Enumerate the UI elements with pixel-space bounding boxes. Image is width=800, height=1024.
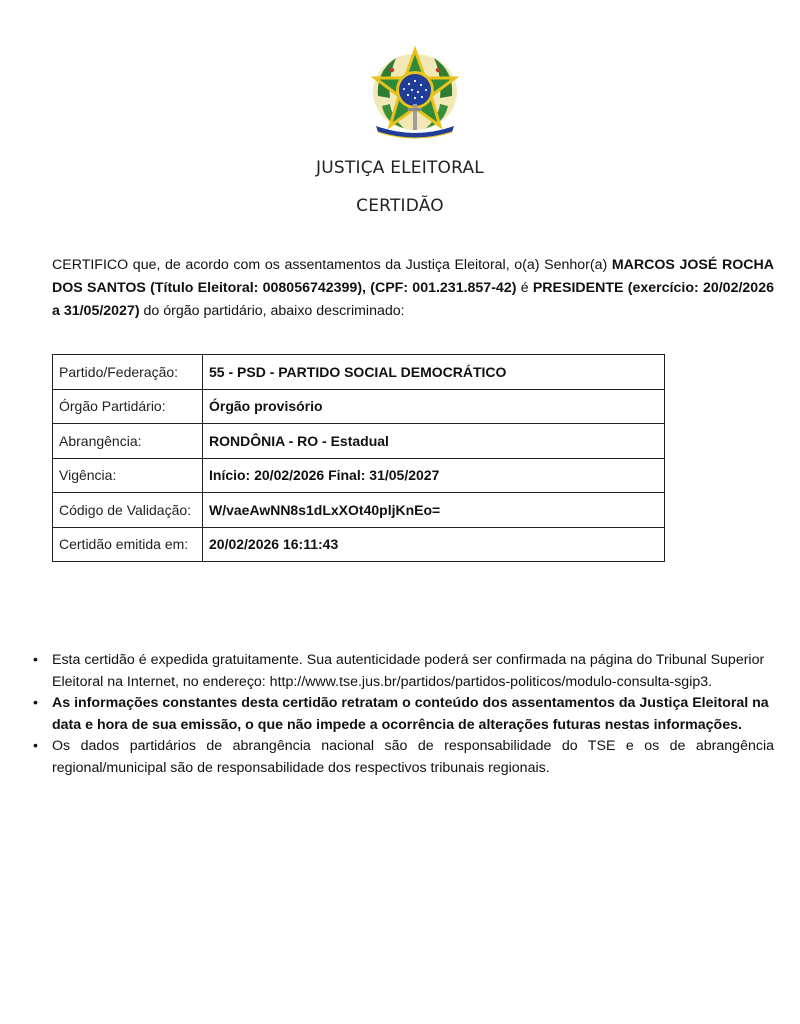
organ-value: Órgão provisório (203, 389, 665, 424)
note-item (30, 736, 774, 779)
bullet-icon: • (33, 695, 38, 711)
bullet-icon: • (33, 652, 38, 668)
holder-name: MARCOS JOSÉ ROCHA DOS SANTOS (52, 257, 774, 296)
table-row-scope (53, 424, 665, 459)
row-label: Código de Validação: (53, 493, 203, 528)
note-text: Esta certidão é expedida gratuitamente. Sua autenticidade poderá ser confirmada na página do Tribunal Superior Eleitoral na Internet, no endereço: http://www.tse.jus.br/partidos/partidos-politicos/modulo-consulta-sgip3. (52, 652, 765, 690)
table-row-validation-code (53, 493, 665, 528)
term-period: (exercício: 20/02/2026 a 31/05/2027) (52, 280, 774, 319)
institution-title: JUSTIÇA ELEITORAL (316, 158, 484, 178)
brazil-coat-of-arms-icon (368, 46, 462, 142)
bullet-icon: • (33, 738, 38, 754)
voter-id: (Título Eleitoral: 008056742399), (150, 280, 366, 296)
table-row-validity (53, 458, 665, 493)
certification-intro: CERTIFICO que, de acordo com os assentamentos da Justiça Eleitoral, o(a) Senhor(a) (52, 257, 608, 273)
note-item (30, 650, 774, 693)
row-label: Órgão Partidário: (53, 389, 203, 424)
document-title: CERTIDÃO (356, 196, 444, 216)
validity-value: Início: 20/02/2026 Final: 31/05/2027 (203, 458, 665, 493)
note-text: As informações constantes desta certidão retratam o conteúdo dos assentamentos da Justiça Eleitoral na data e hora de sua emissão, o que não impede a ocorrência de alterações futuras nestas informações. (52, 695, 769, 733)
table-row-party (53, 355, 665, 390)
table-row-issued-at (53, 527, 665, 562)
certification-paragraph (52, 254, 774, 323)
issued-at-value: 20/02/2026 16:11:43 (203, 527, 665, 562)
row-label: Certidão emitida em: (53, 527, 203, 562)
row-label: Partido/Federação: (53, 355, 203, 390)
certification-connector: é (520, 280, 529, 296)
scope-value: RONDÔNIA - RO - Estadual (203, 424, 665, 459)
note-text: Os dados partidários de abrangência nacional são de responsabilidade do TSE e os de abrangência regional/municipal são de responsabilidade dos respectivos tribunais regionais. (52, 738, 774, 776)
party-details-table (52, 354, 665, 562)
notes-list (30, 650, 774, 779)
cpf-number: (CPF: 001.231.857-42) (370, 280, 517, 296)
validation-code-value: W/vaeAwNN8s1dLxXOt40pljKnEo= (203, 493, 665, 528)
party-value: 55 - PSD - PARTIDO SOCIAL DEMOCRÁTICO (203, 355, 665, 390)
certification-closing: do órgão partidário, abaixo descriminado: (143, 303, 405, 319)
row-label: Vigência: (53, 458, 203, 493)
note-item (30, 693, 774, 736)
table-row-organ (53, 389, 665, 424)
holder-role: PRESIDENTE (532, 280, 624, 296)
row-label: Abrangência: (53, 424, 203, 459)
